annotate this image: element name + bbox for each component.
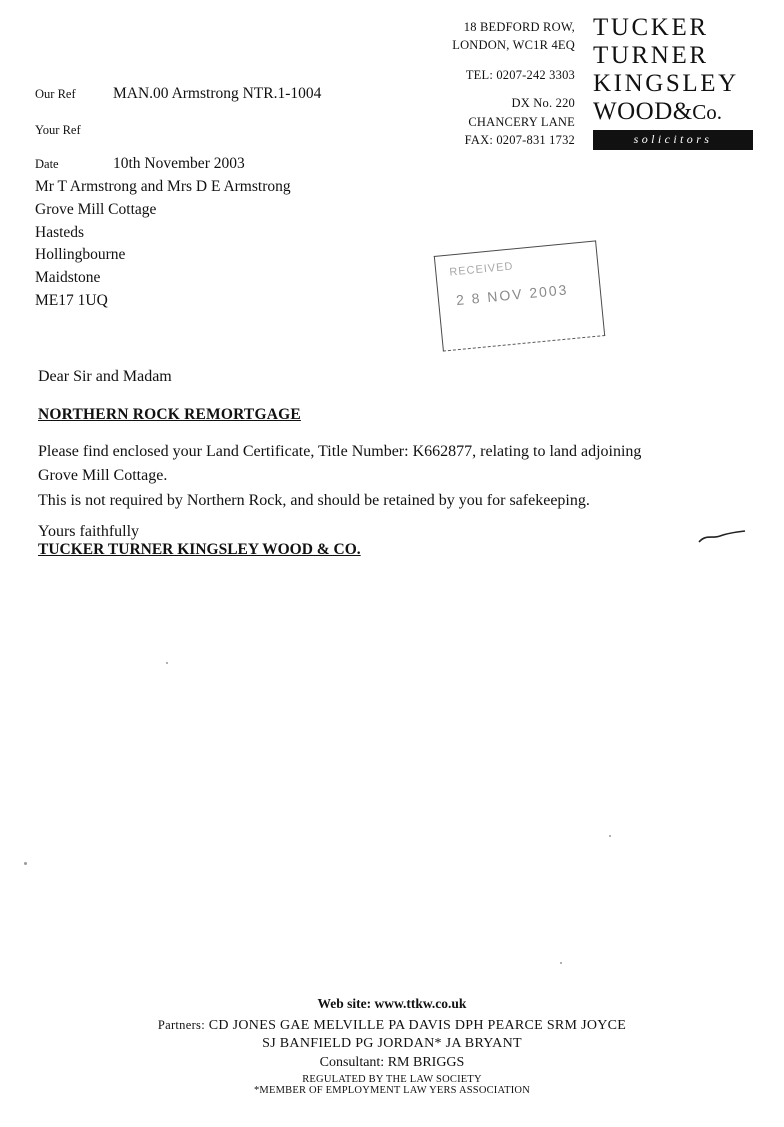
- our-ref-row: [35, 86, 321, 102]
- address-line-1: 18 BEDFORD ROW,: [463, 20, 575, 34]
- your-ref-label: Your Ref: [35, 122, 81, 137]
- addressee-line-2: Grove Mill Cottage: [35, 200, 157, 218]
- signoff: Yours faithfully: [38, 523, 140, 540]
- salutation: Dear Sir and Madam: [38, 368, 172, 385]
- our-ref-value: MAN.00 Armstrong NTR.1-1004: [113, 85, 322, 102]
- letter-body: [38, 440, 678, 513]
- dx-exchange: CHANCERY LANE: [468, 114, 575, 129]
- solicitors-banner: solicitors: [593, 130, 753, 150]
- firm-name-line-3: KINGSLEY: [593, 70, 739, 97]
- addressee-block: [35, 176, 291, 313]
- addressee-line-6: ME17 1UQ: [35, 291, 108, 309]
- your-ref-row: [35, 122, 321, 137]
- scan-speck: [166, 662, 168, 664]
- consultant-line: Consultant: RM BRIGGS: [319, 1054, 465, 1070]
- letterhead-contact-block: [395, 14, 575, 149]
- addressee-line-1: Mr T Armstrong and Mrs D E Armstrong: [35, 178, 291, 195]
- body-paragraph-1: Please find enclosed your Land Certificate, Title Number: K662877, relating to land adjoining Grove Mill Cottage.: [38, 443, 642, 485]
- firm-signature: TUCKER TURNER KINGSLEY WOOD & CO.: [38, 541, 361, 558]
- stamp-line-2: 2 8 NOV 2003: [455, 281, 570, 309]
- website-line: Web site: www.ttkw.co.uk: [317, 996, 467, 1011]
- scan-speck: [24, 862, 27, 865]
- firm-logo: [583, 14, 765, 150]
- addressee-line-5: Maidstone: [35, 269, 101, 287]
- fax-number: FAX: 0207-831 1732: [464, 132, 575, 147]
- handwritten-mark: [698, 530, 746, 546]
- scan-speck: [560, 962, 562, 964]
- firm-name-co: Co.: [692, 100, 722, 124]
- regulated-line: REGULATED BY THE LAW SOCIETY: [302, 1073, 482, 1085]
- date-value: 10th November 2003: [113, 155, 245, 172]
- stamp-line-1: RECEIVED: [448, 260, 514, 279]
- firm-name-line-1: TUCKER: [593, 14, 709, 41]
- partners-names-1: CD JONES GAE MELVILLE PA DAVIS DPH PEARCE SRM JOYCE: [208, 1018, 627, 1033]
- partners-line-1: [0, 1017, 784, 1035]
- telephone: TEL: 0207-242 3303: [465, 68, 575, 83]
- date-row: [35, 156, 321, 172]
- partners-line-2: SJ BANFIELD PG JORDAN* JA BRYANT: [262, 1036, 522, 1052]
- subject-heading: NORTHERN ROCK REMORTGAGE: [38, 406, 301, 423]
- addressee-line-4: Hollingbourne: [35, 246, 126, 264]
- partners-label: Partners:: [157, 1018, 205, 1032]
- scan-speck: [609, 835, 611, 837]
- letter-footer: [0, 996, 784, 1096]
- received-stamp: [434, 240, 605, 351]
- firm-name-line-4: [593, 98, 765, 126]
- letterhead: [395, 14, 765, 150]
- our-ref-label: Our Ref: [35, 87, 76, 101]
- addressee-line-3: Hasteds: [35, 223, 85, 241]
- member-line: *MEMBER OF EMPLOYMENT LAW YERS ASSOCIATION: [253, 1084, 531, 1096]
- firm-name-wood: WOOD: [593, 98, 673, 125]
- firm-name-line-2: TURNER: [593, 42, 709, 69]
- body-paragraph-2: This is not required by Northern Rock, and should be retained by you for safekeeping.: [38, 491, 590, 509]
- dx-number: DX No. 220: [511, 96, 575, 111]
- address-line-2: LONDON, WC1R 4EQ: [452, 38, 575, 53]
- firm-name-ampersand: &: [672, 98, 693, 125]
- date-label: Date: [35, 157, 59, 171]
